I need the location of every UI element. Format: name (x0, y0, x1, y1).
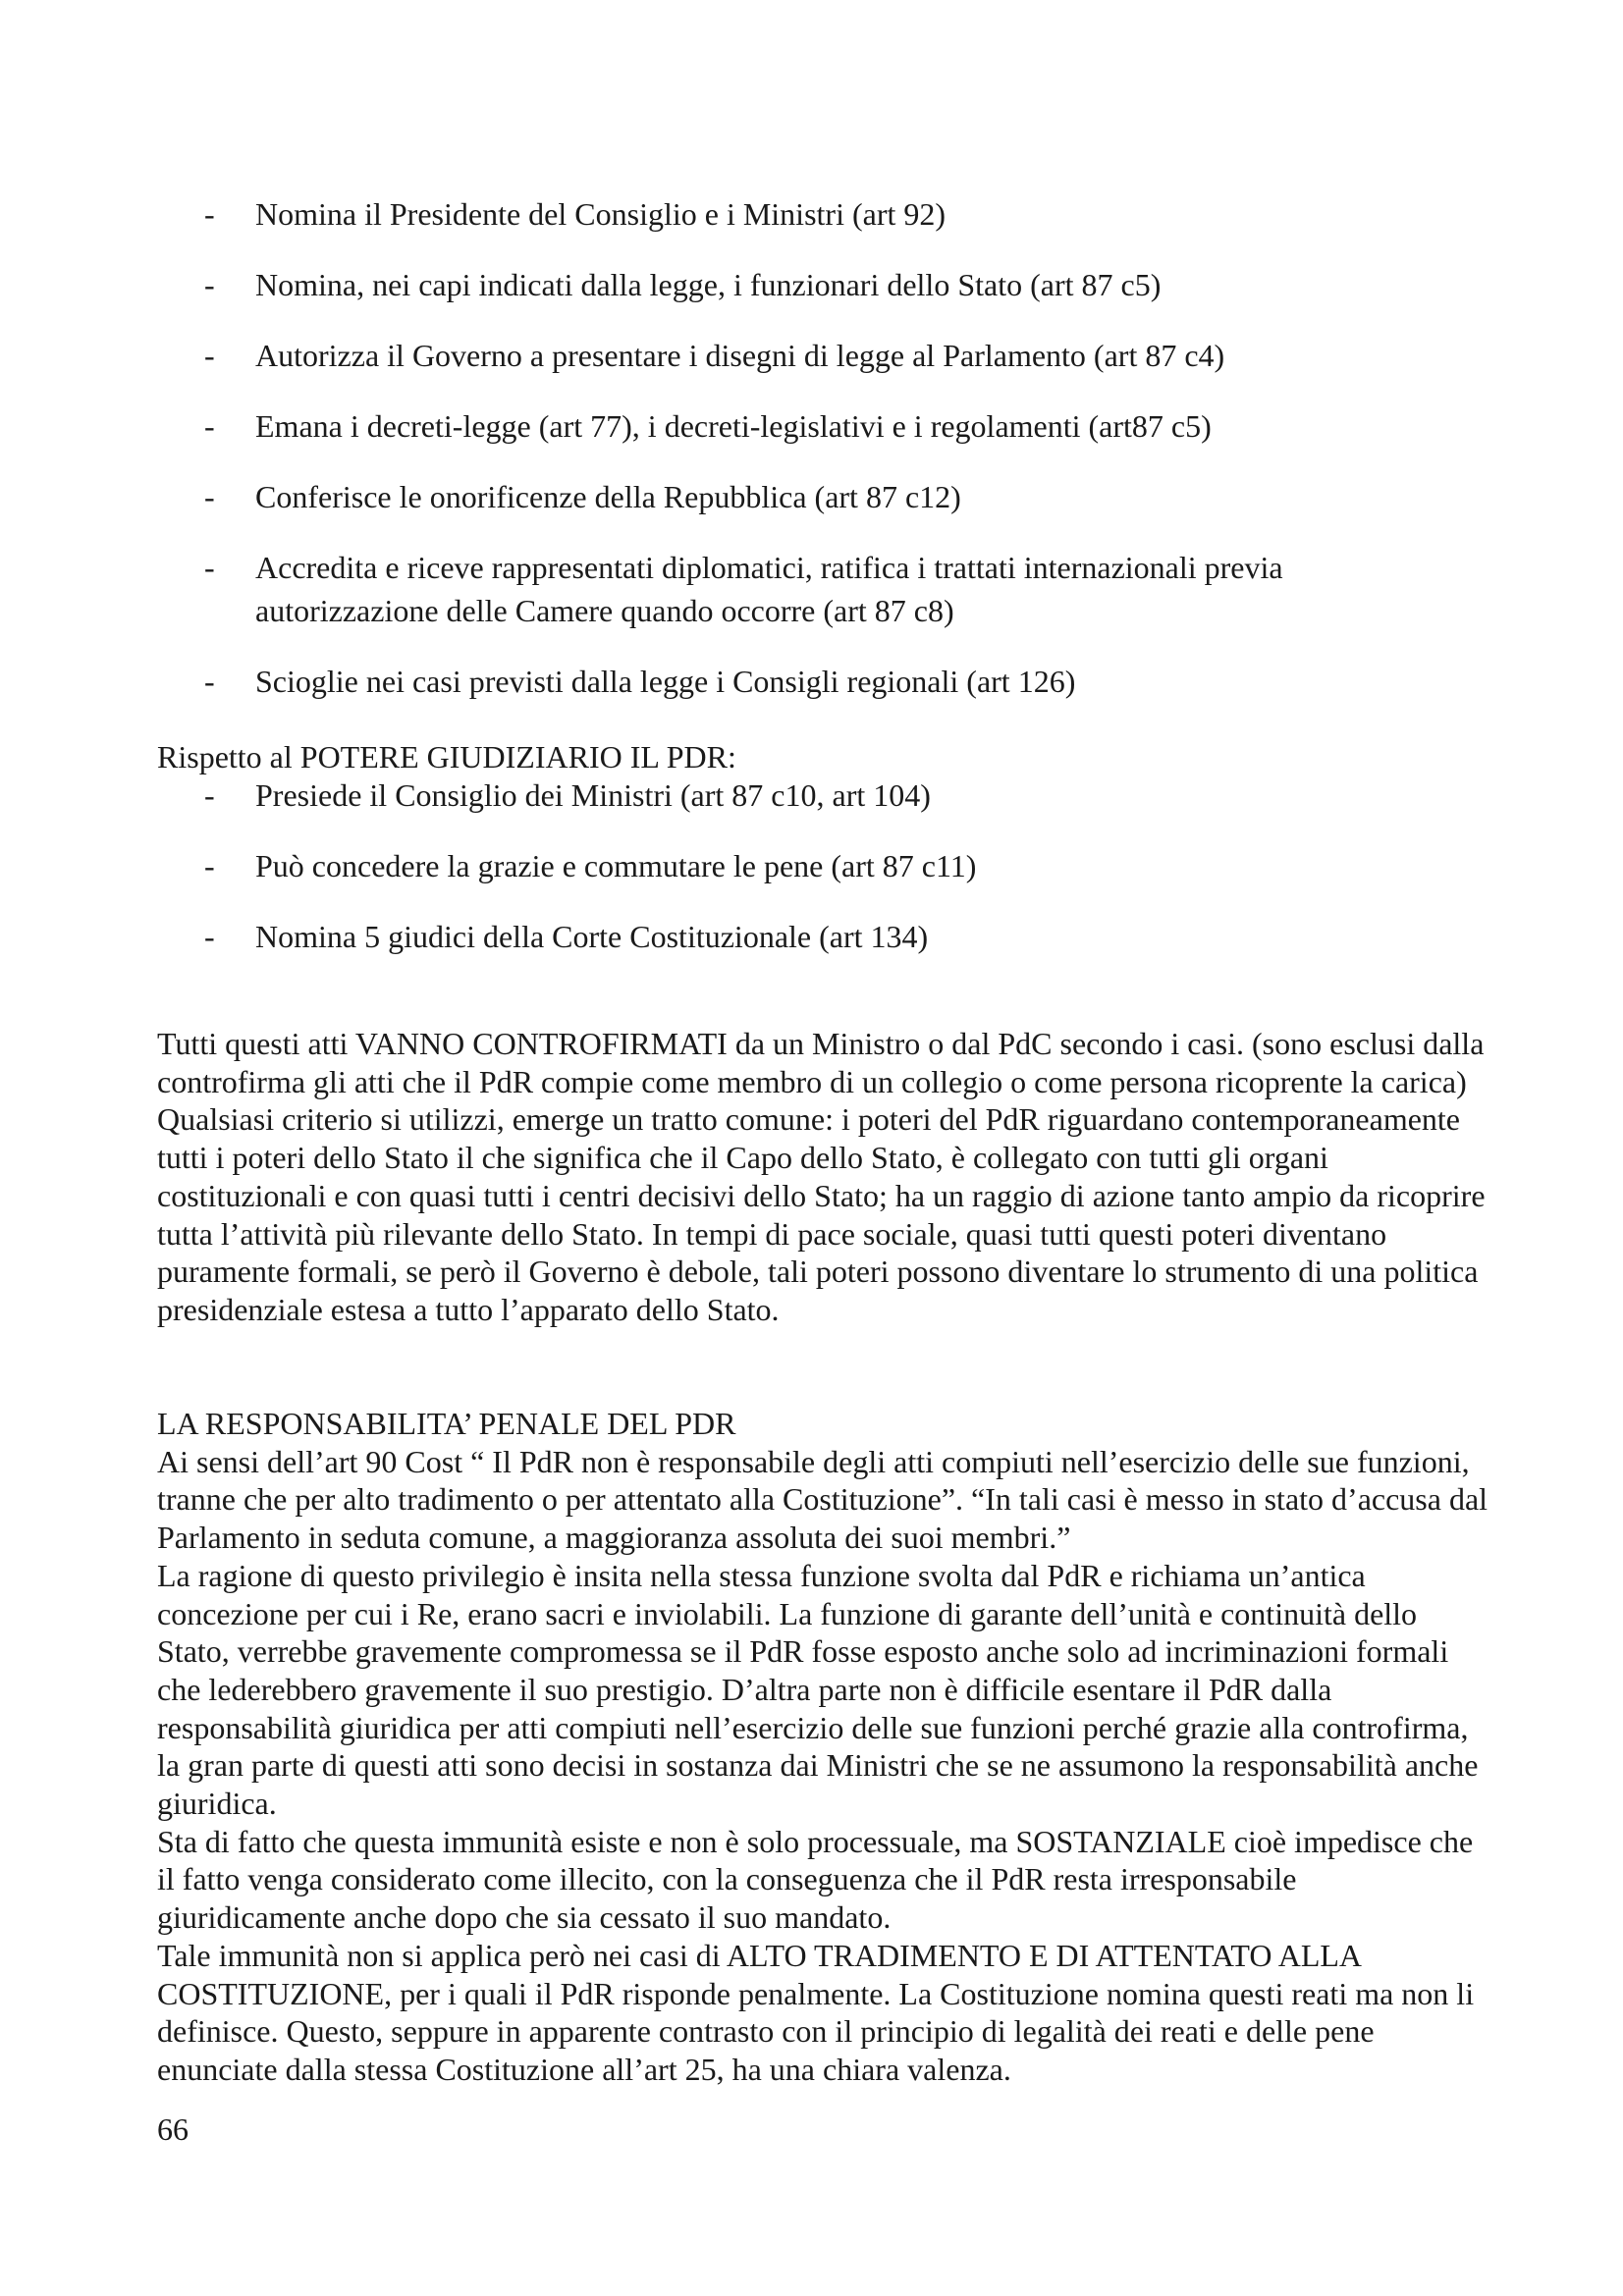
paragraph-immunita: Sta di fatto che questa immunità esiste e non è solo processuale, ma SOSTANZIALE cioè impedisce che il fatto venga considerato come illecito, con la conseguenza che il PdR resta irresponsabile giuridicamente anche dopo che sia cessato il suo mandato. (157, 1823, 1474, 1936)
list-item: - Può concedere la grazie e commutare le pene (art 87 c11) (157, 844, 1473, 887)
responsibility-section (157, 1405, 1492, 2089)
page-number: 66 (157, 2111, 189, 2147)
list-item: - Nomina 5 giudici della Corte Costituzionale (art 134) (157, 915, 1473, 958)
paragraph-art90: Ai sensi dell’art 90 Cost “ Il PdR non è responsabile degli atti compiuti nell’esercizio delle sue funzioni, tranne che per alto tradimento o per attentato alla Costituzione”. “In tali casi è messo in stato d’accusa dal Parlamento in seduta comune, a maggioranza assoluta dei suoi membri.” (157, 1443, 1488, 1556)
judicial-powers-list (157, 774, 1473, 986)
list-item: - Conferisce le onorificenze della Repubblica (art 87 c12) (157, 475, 1473, 518)
section-title: LA RESPONSABILITA’ PENALE DEL PDR (157, 1406, 736, 1441)
list-item: - Emana i decreti-legge (art 77), i decreti-legislativi e i regolamenti (art87 c5) (157, 404, 1473, 448)
countersign-section (157, 1025, 1492, 1329)
paragraph-criterio: Qualsiasi criterio si utilizzi, emerge un tratto comune: i poteri del PdR riguardano contemporaneamente tutti i poteri dello Stato il che significa che il Capo dello Stato, è collegato con tutti gli organi costituzionali e con quasi tutti i centri decisivi dello Stato; ha un raggio di azione tanto ampio da ricoprire tutta l’attività più rilevante dello Stato. In tempi di pace sociale, quasi tutti questi poteri diventano puramente formali, se però il Governo è debole, tali poteri possono diventare lo strumento di una politica presidenziale estesa a tutto l’apparato dello Stato. (157, 1101, 1486, 1327)
list-item: - Nomina, nei capi indicati dalla legge, i funzionari dello Stato (art 87 c5) (157, 263, 1473, 306)
paragraph-tradimento: Tale immunità non si applica però nei casi di ALTO TRADIMENTO E DI ATTENTATO ALLA COSTITUZIONE, per i quali il PdR risponde penalmente. La Costituzione nomina questi reati ma non li definisce. Questo, seppure in apparente contrasto con il principio di legalità dei reati e delle pene enunciate dalla stessa Costituzione all’art 25, ha una chiara valenza. (157, 1937, 1475, 2087)
paragraph-countersign: Tutti questi atti VANNO CONTROFIRMATI da un Ministro o dal PdC secondo i casi. (sono esclusi dalla controfirma gli atti che il PdR compie come membro di un collegio o come persona ricoprente la carica) (157, 1026, 1485, 1099)
list-item: - Autorizza il Governo a presentare i disegni di legge al Parlamento (art 87 c4) (157, 334, 1473, 377)
list-item: - Scioglie nei casi previsti dalla legge i Consigli regionali (art 126) (157, 660, 1473, 703)
list-item: - Accredita e riceve rappresentati diplomatici, ratifica i trattati internazionali previa autorizzazione delle Camere quando occorre (art 87 c8) (157, 546, 1473, 632)
judicial-power-heading: Rispetto al POTERE GIUDIZIARIO IL PDR: (157, 739, 736, 774)
paragraph-ragione: La ragione di questo privilegio è insita nella stessa funzione svolta dal PdR e richiama un’antica concezione per cui i Re, erano sacri e inviolabili. La funzione di garante dell’unità e continuità dello Stato, verrebbe gravemente compromessa se il PdR fosse esposto anche solo ad incriminazioni formali che lederebbero gravemente il suo prestigio. D’altra parte non è difficile esentare il PdR dalla responsabilità giuridica per atti compiuti nell’esercizio delle sue funzioni perché grazie alla controfirma, la gran parte di questi atti sono decisi in sostanza dai Ministri che se ne assumono la responsabilità anche giuridica. (157, 1557, 1479, 1822)
list-item: - Nomina il Presidente del Consiglio e i Ministri (art 92) (157, 192, 1473, 236)
executive-powers-list (157, 192, 1473, 730)
list-item: - Presiede il Consiglio dei Ministri (art 87 c10, art 104) (157, 774, 1473, 817)
